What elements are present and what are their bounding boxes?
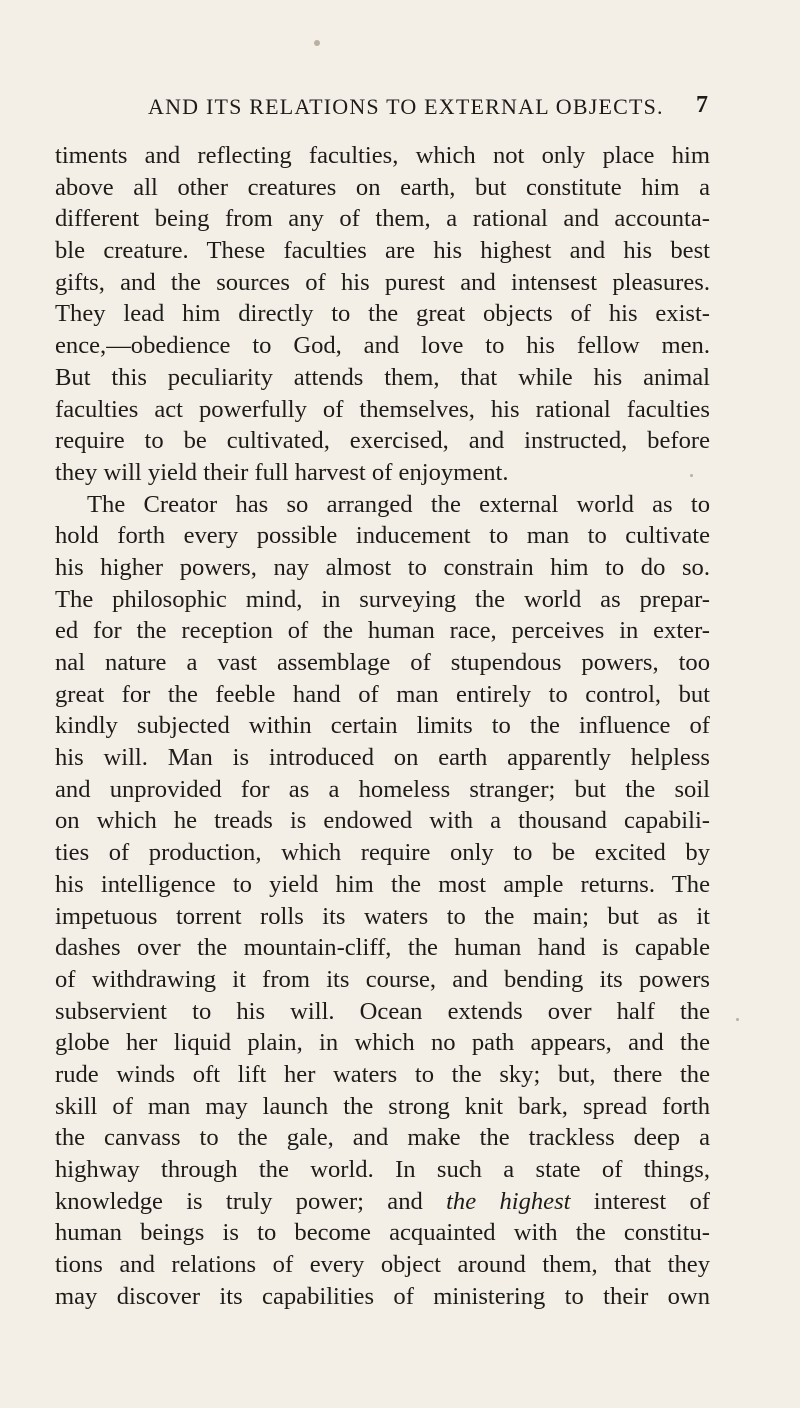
text-line: above all other creatures on earth, but constitute him a: [55, 173, 710, 201]
text-line: gifts, and the sources of his purest and intensest pleasures.: [55, 268, 710, 296]
paper-speck: [314, 40, 320, 46]
text-line: skill of man may launch the strong knit bark, spread forth: [55, 1092, 710, 1120]
text-line: They lead him directly to the great objects of his exist-: [55, 300, 710, 328]
text-line: faculties act powerfully of themselves, his rational faculties: [55, 395, 710, 423]
page-header: [148, 94, 708, 124]
text-line: nal nature a vast assemblage of stupendous powers, too: [55, 649, 710, 676]
page-number: 7: [696, 92, 708, 118]
text-line-with-italic: [55, 1186, 710, 1218]
text-line: rude winds oft lift her waters to the sky; but, there the: [55, 1060, 710, 1088]
text-line: of withdrawing it from its course, and bending its powers: [55, 965, 710, 993]
line-text-after-italic: interest of: [570, 1187, 710, 1215]
text-line: globe her liquid plain, in which no path appears, and the: [55, 1029, 710, 1057]
text-line: highway through the world. In such a state of things,: [55, 1156, 710, 1183]
text-line: different being from any of them, a rational and accounta-: [55, 205, 710, 233]
paper-speck: [736, 1018, 739, 1021]
text-line: the canvass to the gale, and make the trackless deep a: [55, 1124, 710, 1152]
text-line: ed for the reception of the human race, perceives in exter-: [55, 617, 710, 645]
text-line: impetuous torrent rolls its waters to the main; but as it: [55, 902, 710, 930]
text-line: The philosophic mind, in surveying the world as prepar-: [55, 585, 710, 613]
line-text-before-italic: knowledge is truly power; and: [55, 1187, 447, 1215]
text-line: ence,—obedience to God, and love to his fellow men.: [55, 332, 710, 360]
text-line: and unprovided for as a homeless stranger; but the soil: [55, 775, 710, 803]
text-line: ties of production, which require only to be excited by: [55, 839, 710, 867]
running-title: AND ITS RELATIONS TO EXTERNAL OBJECTS.: [148, 94, 664, 119]
text-line: his higher powers, nay almost to constrain him to do so.: [55, 553, 710, 581]
text-line: human beings is to become acquainted with the constitu-: [55, 1219, 710, 1247]
text-line: his intelligence to yield him the most ample returns. The: [55, 870, 710, 898]
text-line: ble creature. These faculties are his highest and his best: [55, 237, 710, 265]
text-line: But this peculiarity attends them, that while his animal: [55, 363, 710, 391]
text-line: his will. Man is introduced on earth apparently helpless: [55, 744, 710, 772]
paragraph-start-line: The Creator has so arranged the external world as to: [87, 490, 710, 518]
text-line: subservient to his will. Ocean extends over half the: [55, 997, 710, 1025]
text-line: tions and relations of every object around them, that they: [55, 1251, 710, 1279]
text-line: on which he treads is endowed with a thousand capabili-: [55, 807, 710, 835]
text-line: hold forth every possible inducement to man to cultivate: [55, 522, 710, 550]
italic-phrase: the highest: [446, 1187, 571, 1215]
paragraph-end-line: they will yield their full harvest of enjoyment.: [55, 458, 509, 486]
text-line: may discover its capabilities of ministering to their own: [55, 1282, 710, 1310]
text-line: timents and reflecting faculties, which not only place him: [55, 142, 710, 169]
text-line: great for the feeble hand of man entirely to control, but: [55, 680, 710, 708]
text-line: require to be cultivated, exercised, and instructed, before: [55, 427, 710, 455]
text-line: dashes over the mountain-cliff, the human hand is capable: [55, 934, 710, 962]
body-text: [55, 140, 710, 1312]
text-line: kindly subjected within certain limits to the influence of: [55, 712, 710, 740]
